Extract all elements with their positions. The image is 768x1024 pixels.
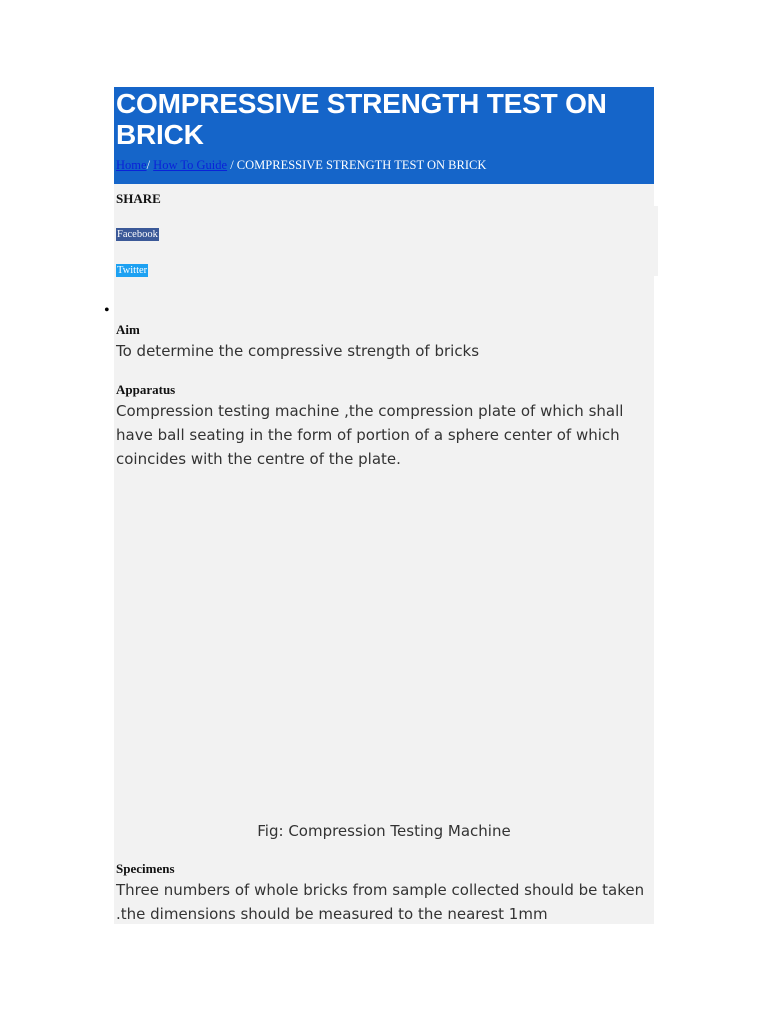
twitter-share-button[interactable]: Twitter — [117, 265, 148, 276]
figure-caption: Fig: Compression Testing Machine — [257, 822, 511, 840]
breadcrumb-current: COMPRESSIVE STRENGTH TEST ON BRICK — [236, 158, 487, 172]
specimens-heading: Specimens — [116, 861, 175, 876]
breadcrumb-home-link[interactable]: Home — [116, 158, 147, 172]
breadcrumb-guide-link[interactable]: How To Guide — [153, 158, 228, 172]
breadcrumb-separator: / — [146, 158, 154, 172]
breadcrumb — [116, 158, 486, 173]
facebook-share-button[interactable]: Facebook — [117, 229, 158, 240]
apparatus-text: Compression testing machine ,the compression plate of which shall have ball seating in the form of portion of a sphere center of which coincides with the centre of the plate. — [116, 402, 624, 468]
specimens-text: Three numbers of whole bricks from sample collected should be taken .the dimensions should be measured to the nearest 1mm — [116, 881, 645, 923]
breadcrumb-separator: / — [227, 158, 237, 172]
aim-heading: Aim — [116, 322, 140, 337]
apparatus-heading: Apparatus — [116, 382, 176, 397]
aim-text: To determine the compressive strength of bricks — [116, 342, 480, 360]
share-label: SHARE — [116, 191, 161, 206]
article-body — [104, 184, 654, 924]
article-header — [114, 87, 654, 184]
share-panel — [654, 206, 658, 276]
list-bullet: • — [104, 302, 110, 319]
page-title: COMPRESSIVE STRENGTH TEST ON BRICK — [116, 88, 607, 150]
